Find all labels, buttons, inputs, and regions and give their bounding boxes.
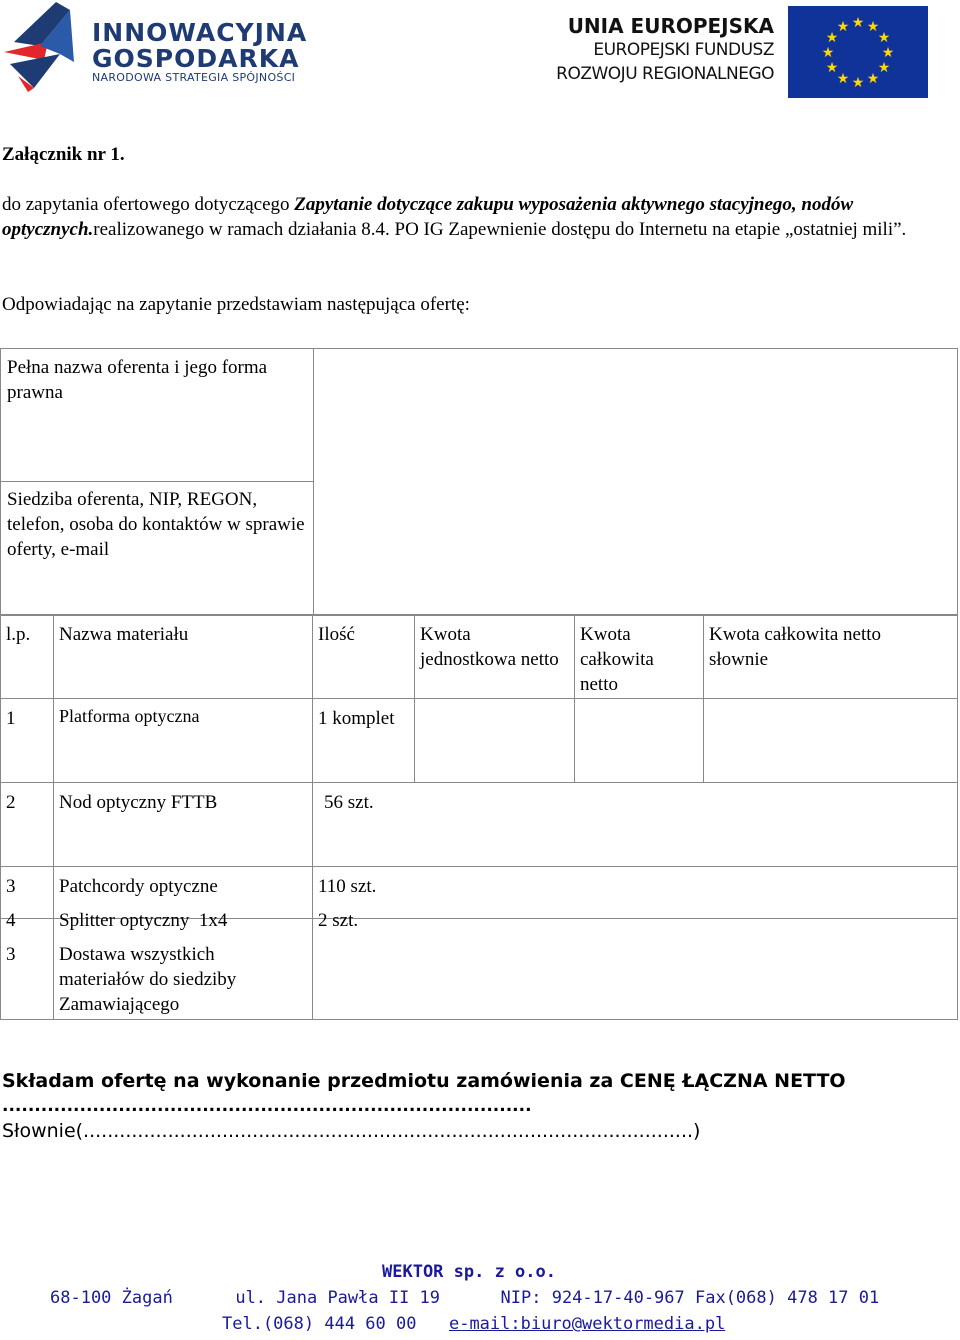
annex-title: Załącznik nr 1. — [2, 144, 125, 165]
footer-email-link[interactable]: e-mail:biuro@wektormedia.pl — [448, 1314, 726, 1334]
flag-star-icon: ★ — [836, 71, 850, 87]
bidder-address-label: Siedziba oferenta, NIP, REGON, telefon, osoba do kontaktów w sprawie oferty, e-mail — [7, 489, 305, 560]
logo-line3: NARODOWA STRATEGIA SPÓJNOŚCI — [92, 71, 296, 84]
flag-star-icon: ★ — [825, 31, 839, 46]
footer-company: WEKTOR sp. z o.o. — [382, 1262, 556, 1282]
bidder-name-label: Pełna nazwa oferenta i jego forma prawna — [7, 357, 268, 403]
bidder-name-field[interactable] — [315, 349, 957, 481]
bidder-address-field[interactable] — [315, 482, 957, 614]
eu-fund-logo-text — [534, 14, 774, 90]
row1-lp: 1 — [6, 708, 16, 729]
footer-tel: Tel.(068) 444 60 00 — [222, 1314, 417, 1334]
row3-lp: 3 — [6, 876, 16, 897]
eu-flag-icon — [788, 6, 928, 98]
closing-statement: Składam ofertę na wykonanie przedmiotu zamówienia za CENĘ ŁĄCZNA NETTO — [2, 1070, 846, 1092]
flag-star-icon: ★ — [851, 76, 865, 91]
flag-star-icon: ★ — [821, 46, 835, 61]
row3-name: Patchcordy optyczne — [59, 876, 218, 897]
intro-subject: Zapytanie dotyczące zakupu wyposażenia aktywnego stacyjnego, nodów optycznych. — [2, 194, 854, 240]
eu-line3: ROZWOJU REGIONALNEGO — [556, 64, 774, 84]
row4-lp: 4 — [6, 910, 16, 931]
header-unit-price: Kwota jednostkowa netto — [420, 624, 559, 670]
star-logo-icon — [4, 2, 88, 92]
header-lp: l.p. — [6, 624, 31, 645]
row4-qty: 2 szt. — [318, 910, 359, 931]
row3-qty: 110 szt. — [318, 876, 377, 897]
header-total-price: Kwota całkowita netto — [580, 624, 654, 695]
row2-lp: 2 — [6, 792, 16, 813]
eu-line2: EUROPEJSKI FUNDUSZ — [593, 40, 774, 60]
footer-contact-line — [222, 1314, 725, 1334]
row1-name: Platforma optyczna — [59, 706, 200, 726]
eu-line1: UNIA EUROPEJSKA — [567, 14, 774, 38]
row2-qty: 56 szt. — [324, 792, 374, 813]
flag-star-icon: ★ — [866, 20, 880, 36]
offer-line: Odpowiadając na zapytanie przedstawiam następująca ofertę: — [2, 294, 470, 315]
flag-star-icon: ★ — [866, 71, 880, 87]
footer-address-line — [50, 1288, 879, 1308]
total-price-words-field[interactable]: Słownie(.....................................................................................................) — [2, 1120, 701, 1142]
flag-star-icon: ★ — [836, 20, 850, 36]
header-name: Nazwa materiału — [59, 624, 189, 645]
row5-name: Dostawa wszystkich materiałów do siedziby Zamawiającego — [59, 944, 237, 1015]
innowacyjna-gospodarka-logo — [4, 2, 324, 94]
intro-paragraph — [2, 192, 958, 242]
flag-star-icon: ★ — [877, 61, 891, 76]
footer-city: 68-100 Żagań — [50, 1288, 173, 1308]
flag-star-icon: ★ — [881, 46, 895, 61]
logo-line1: INNOWACYJNA — [92, 18, 308, 47]
row2-name: Nod optyczny FTTB — [59, 792, 218, 813]
flag-star-icon: ★ — [825, 61, 839, 76]
flag-star-icon: ★ — [851, 16, 865, 31]
header-total-words: Kwota całkowita netto słownie — [709, 624, 882, 670]
logo-line2: GOSPODARKA — [92, 44, 300, 73]
intro-prefix: do zapytania ofertowego dotyczącego — [2, 194, 290, 215]
bidder-info-table — [0, 348, 958, 616]
footer-nip: NIP: 924-17-40-967 Fax(068) 478 17 01 — [500, 1288, 880, 1308]
total-price-field[interactable]: .................................................................................. — [2, 1096, 532, 1116]
row5-lp: 3 — [6, 944, 16, 965]
items-table — [0, 614, 958, 1020]
row4-name: Splitter optyczny 1x4 — [59, 910, 228, 931]
row1-qty: 1 komplet — [318, 708, 395, 729]
header-qty: Ilość — [318, 624, 355, 645]
flag-star-icon: ★ — [877, 31, 891, 46]
footer-street: ul. Jana Pawła II 19 — [235, 1288, 441, 1308]
intro-suffix: realizowanego w ramach działania 8.4. PO IG Zapewnienie dostępu do Internetu na etapie „ostatniej mili”. — [93, 219, 907, 240]
